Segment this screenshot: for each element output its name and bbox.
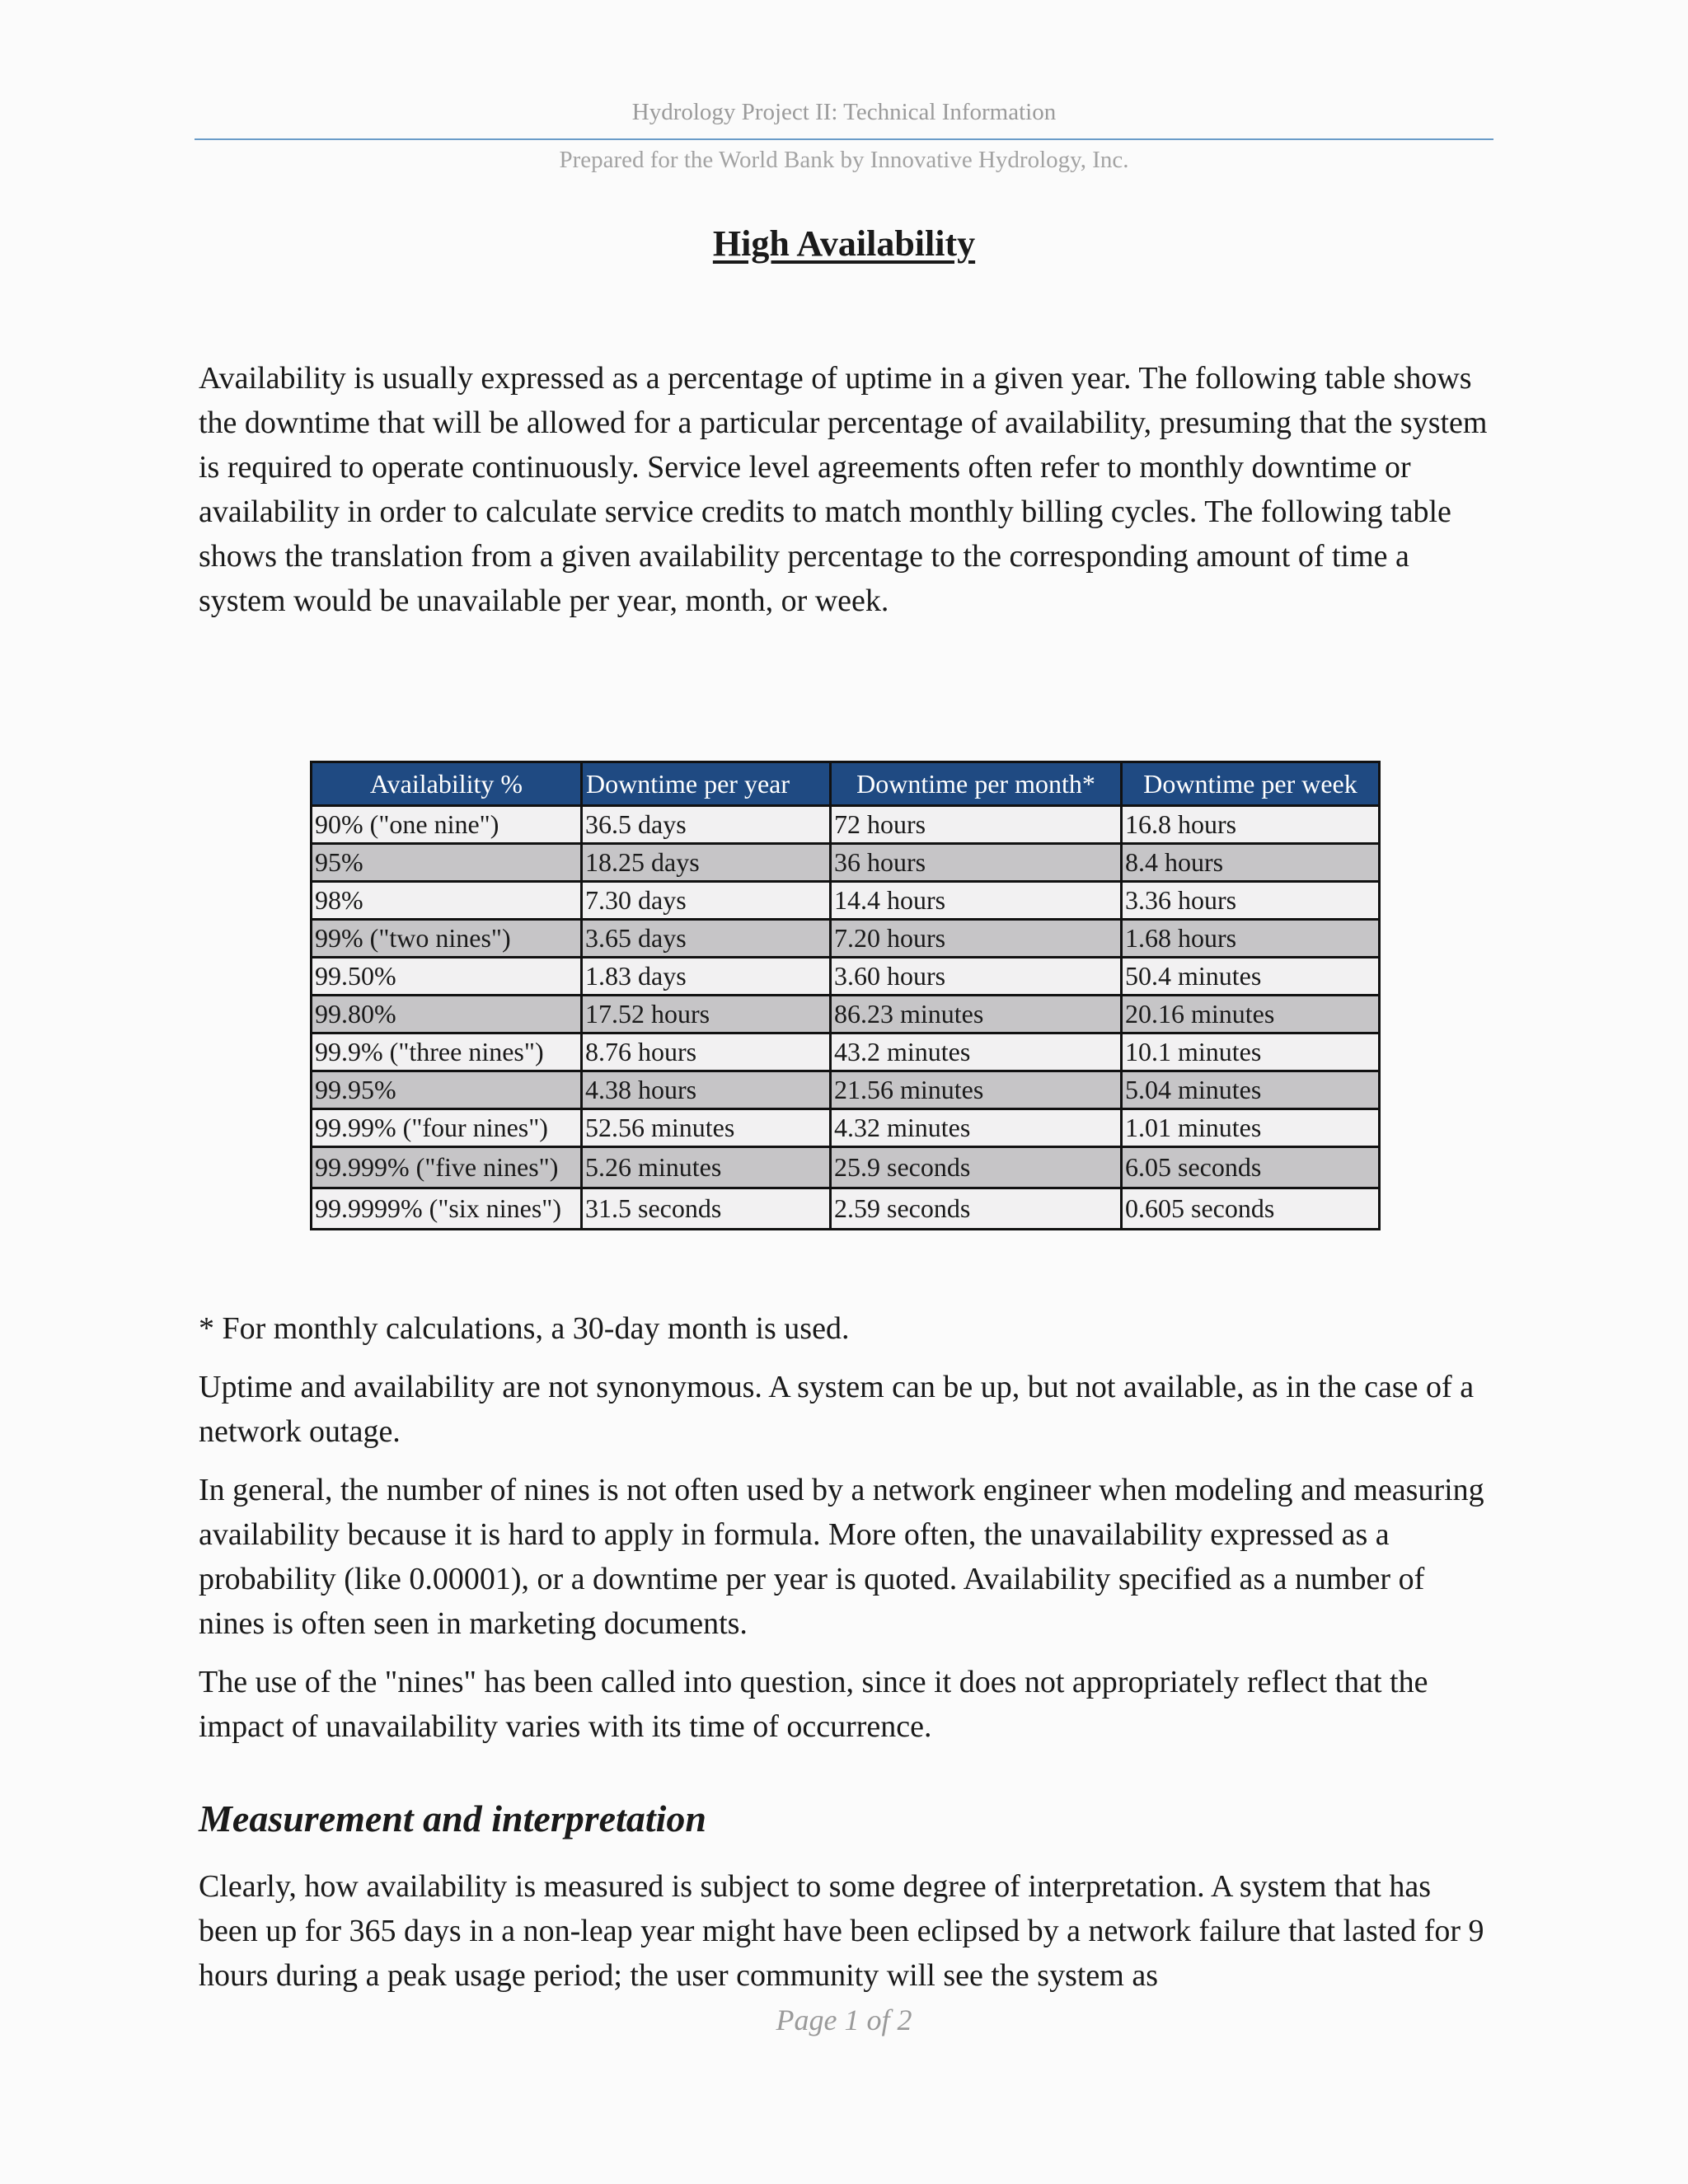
- table-row: [312, 996, 1380, 1033]
- table-row: [312, 1188, 1380, 1230]
- downtime-week-cell: 50.4 minutes: [1122, 958, 1380, 996]
- table-row: [312, 882, 1380, 920]
- table-row: [312, 844, 1380, 882]
- downtime-week-cell: 0.605 seconds: [1122, 1188, 1380, 1230]
- column-header-downtime-week: Downtime per week: [1122, 762, 1380, 806]
- availability-cell: 98%: [312, 882, 582, 920]
- downtime-month-cell: 2.59 seconds: [831, 1188, 1122, 1230]
- availability-cell: 99.999% ("five nines"): [312, 1147, 582, 1188]
- section-heading: Measurement and interpretation: [199, 1797, 706, 1840]
- downtime-month-cell: 43.2 minutes: [831, 1033, 1122, 1071]
- availability-table: [310, 761, 1381, 1230]
- downtime-year-cell: 7.30 days: [582, 882, 831, 920]
- downtime-month-cell: 21.56 minutes: [831, 1071, 1122, 1109]
- availability-cell: 99.99% ("four nines"): [312, 1109, 582, 1147]
- downtime-month-cell: 4.32 minutes: [831, 1109, 1122, 1147]
- table-row: [312, 806, 1380, 844]
- downtime-month-cell: 7.20 hours: [831, 920, 1122, 958]
- availability-cell: 99.9999% ("six nines"): [312, 1188, 582, 1230]
- availability-cell: 99.80%: [312, 996, 582, 1033]
- downtime-month-cell: 25.9 seconds: [831, 1147, 1122, 1188]
- availability-cell: 95%: [312, 844, 582, 882]
- availability-cell: 99% ("two nines"): [312, 920, 582, 958]
- table-row: [312, 1071, 1380, 1109]
- general-paragraph: In general, the number of nines is not often used by a network engineer when modeling and measuring availability because it is hard to apply in formula. More often, the unavailability expressed as a probability (like 0.00001), or a downtime per year is quoted. Availability specified as a number of nines is often seen in marketing documents.: [199, 1473, 1484, 1641]
- column-header-downtime-year: Downtime per year: [582, 762, 831, 806]
- measurement-paragraph: Clearly, how availability is measured is subject to some degree of interpretation. A system that has been up for 365 days in a non-leap year might have been eclipsed by a network failure that lasted for 9 hours during a peak usage period; the user community will see the system as: [199, 1869, 1484, 1993]
- page-number: Page 1 of 2: [776, 2004, 912, 2036]
- table-footnote: * For monthly calculations, a 30-day month is used.: [199, 1311, 850, 1346]
- table-row: [312, 1147, 1380, 1188]
- downtime-week-cell: 1.68 hours: [1122, 920, 1380, 958]
- downtime-week-cell: 3.36 hours: [1122, 882, 1380, 920]
- table-row: [312, 1033, 1380, 1071]
- header-divider: [195, 138, 1493, 140]
- downtime-year-cell: 3.65 days: [582, 920, 831, 958]
- table-row: [312, 1109, 1380, 1147]
- availability-cell: 90% ("one nine"): [312, 806, 582, 844]
- downtime-month-cell: 3.60 hours: [831, 958, 1122, 996]
- column-header-downtime-month: Downtime per month*: [831, 762, 1122, 806]
- downtime-year-cell: 1.83 days: [582, 958, 831, 996]
- column-header-availability: Availability %: [312, 762, 582, 806]
- downtime-month-cell: 86.23 minutes: [831, 996, 1122, 1033]
- downtime-week-cell: 1.01 minutes: [1122, 1109, 1380, 1147]
- nines-paragraph: The use of the "nines" has been called into question, since it does not appropriately reflect that the impact of unavailability varies with its time of occurrence.: [199, 1665, 1428, 1744]
- table-header-row: [312, 762, 1380, 806]
- downtime-week-cell: 8.4 hours: [1122, 844, 1380, 882]
- downtime-week-cell: 5.04 minutes: [1122, 1071, 1380, 1109]
- downtime-year-cell: 4.38 hours: [582, 1071, 831, 1109]
- downtime-year-cell: 17.52 hours: [582, 996, 831, 1033]
- downtime-year-cell: 31.5 seconds: [582, 1188, 831, 1230]
- downtime-year-cell: 18.25 days: [582, 844, 831, 882]
- downtime-year-cell: 36.5 days: [582, 806, 831, 844]
- downtime-week-cell: 20.16 minutes: [1122, 996, 1380, 1033]
- availability-cell: 99.50%: [312, 958, 582, 996]
- downtime-year-cell: 5.26 minutes: [582, 1147, 831, 1188]
- downtime-week-cell: 10.1 minutes: [1122, 1033, 1380, 1071]
- downtime-month-cell: 14.4 hours: [831, 882, 1122, 920]
- downtime-week-cell: 6.05 seconds: [1122, 1147, 1380, 1188]
- downtime-week-cell: 16.8 hours: [1122, 806, 1380, 844]
- availability-cell: 99.9% ("three nines"): [312, 1033, 582, 1071]
- availability-cell: 99.95%: [312, 1071, 582, 1109]
- downtime-year-cell: 8.76 hours: [582, 1033, 831, 1071]
- downtime-year-cell: 52.56 minutes: [582, 1109, 831, 1147]
- downtime-month-cell: 72 hours: [831, 806, 1122, 844]
- downtime-month-cell: 36 hours: [831, 844, 1122, 882]
- page-title: High Availability: [712, 223, 976, 264]
- uptime-paragraph: Uptime and availability are not synonymous. A system can be up, but not available, as in the case of a network outage.: [199, 1370, 1475, 1449]
- running-header-subtitle: Prepared for the World Bank by Innovative Hydrology, Inc.: [559, 147, 1129, 173]
- running-header-title: Hydrology Project II: Technical Information: [631, 99, 1057, 125]
- table-row: [312, 958, 1380, 996]
- table-row: [312, 920, 1380, 958]
- intro-paragraph: Availability is usually expressed as a percentage of uptime in a given year. The following table shows the downtime that will be allowed for a particular percentage of availability, presuming that the system is required to operate continuously. Service level agreements often refer to monthly downtime or availability in order to calculate service credits to match monthly billing cycles. The following table shows the translation from a given availability percentage to the corresponding amount of time a system would be unavailable per year, month, or week.: [199, 361, 1488, 618]
